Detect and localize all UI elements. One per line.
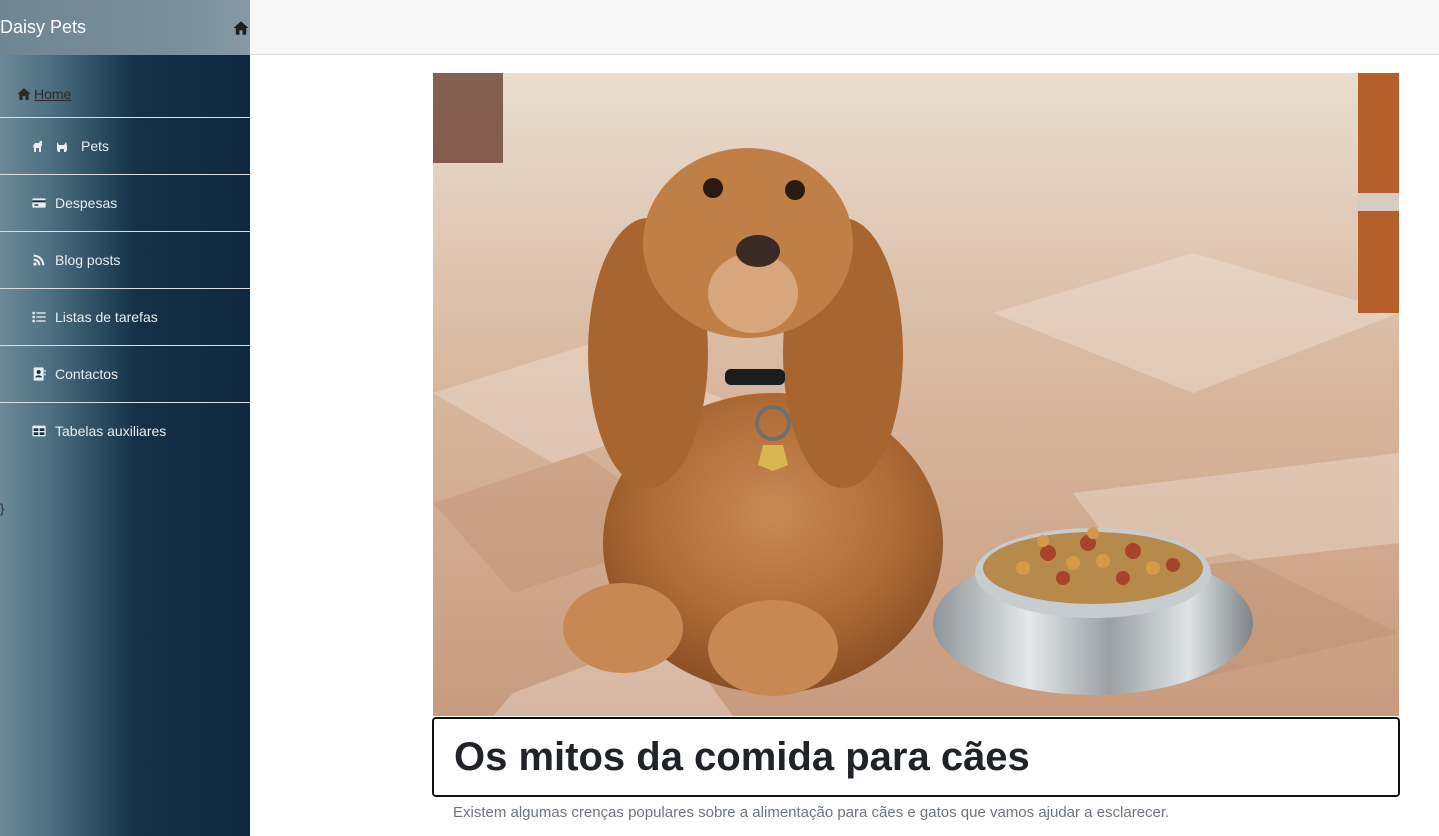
sidebar-item-label: Pets [81,138,110,154]
post-description: Existem algumas crenças populares sobre a alimentação para cães e gatos que vamos ajudar a esclarecer. [453,804,1170,821]
list-icon [31,309,47,325]
sidebar-item-contactos[interactable] [0,345,250,402]
sidebar-item-label: Despesas [55,195,118,211]
blog-icon [31,252,47,268]
home-icon [16,86,32,102]
sidebar-item-label: Tabelas auxiliares [55,423,167,439]
contact-book-icon [31,366,47,382]
dog-cat-icon [31,138,73,154]
sidebar-item-label: Listas de tarefas [55,309,158,325]
top-navbar [250,0,1439,55]
sidebar-item-listas-de-tarefas[interactable] [0,288,250,345]
sidebar-item-blog-posts[interactable] [0,231,250,288]
home-link[interactable] [16,84,71,104]
table-icon [31,423,47,439]
dog-photo [433,73,1399,716]
brand-title[interactable]: Daisy Pets [0,17,87,37]
sidebar-item-tabelas-auxiliares[interactable] [0,402,250,459]
post-title[interactable]: Os mitos da comida para cães [454,734,1030,779]
sidebar-item-pets[interactable] [0,117,250,174]
home-icon[interactable] [232,19,250,37]
sidebar [0,0,250,836]
stray-text: } [0,501,5,516]
sidebar-item-label: Blog posts [55,252,121,268]
brand-bar [0,0,250,55]
home-link-label: Home [34,86,72,102]
post-hero-image[interactable] [433,73,1399,716]
nav-list [0,117,250,459]
sidebar-item-label: Contactos [55,366,119,382]
post-title-box [432,717,1400,797]
sidebar-item-despesas[interactable] [0,174,250,231]
credit-card-icon [31,195,47,211]
